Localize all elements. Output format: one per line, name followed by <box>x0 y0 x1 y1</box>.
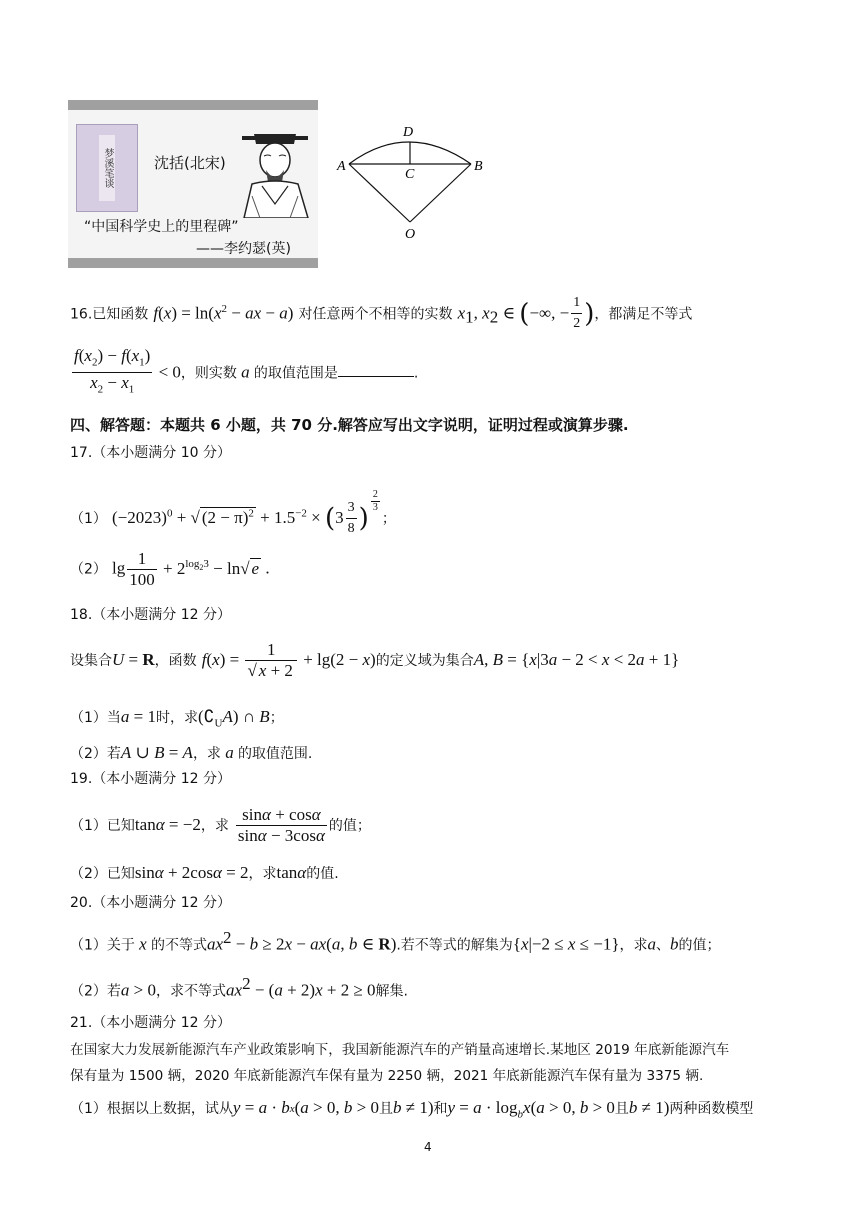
section-4-title: 四、解答题：本题共 6 小题，共 70 分.解答应写出文字说明，证明过程或演算步骤. <box>70 416 629 434</box>
book-title-label: 梦溪笔谈 <box>99 135 115 201</box>
portrait-image <box>234 122 316 218</box>
q20-part2: （2）若a > 0，求不等式$ax^2 - (a + 2)x + 2 \ge 0$解集. <box>70 974 408 1000</box>
arc-diagram <box>335 120 495 244</box>
q21-header: 21.（本小题满分 12 分） <box>70 1015 231 1031</box>
q16-function: f <box>153 303 159 323</box>
q18-stem: 设集合U = R，函数 f(x) = $\frac{1}{√ x + 2}$ + lg(2 − x)的定义域为集合A, B = {x|3a − 2 < x < 2a + 1} <box>70 640 680 680</box>
q17-header: 17.（本小题满分 10 分） <box>70 445 231 461</box>
q17-part2: （2） lg $\frac{1}{100}$ + $2^{log_23} - \ln√$ e . <box>70 548 270 589</box>
q21-part1: （1）根据以上数据，试从$y = a \cdot b^x(a > 0$, b > 0且b ≠ 1)和$y = a \cdot \log_bx(a > 0$, b > 0且b ≠ 1)两种函数模型 <box>70 1098 754 1121</box>
q17-part1: （1） $(-2023)^0$ + √ $(2 - \pi)^2 + 1.5^{-2} \times (3$ $\frac{3}{8}$ ) $^{\frac{2}{3}}$ ； <box>70 488 396 536</box>
q16-number: 16. <box>70 306 93 323</box>
caption-name: 沈括(北宋) <box>154 154 226 172</box>
q17-p2-label: （2） <box>70 561 107 578</box>
label-B: B <box>474 159 483 174</box>
q16-inequality-fraction: $\frac{f(x_2) - f(x_1)}{x_2 - x_1}$ <box>74 346 151 396</box>
q21-paragraph-line2: 保有量为 1500 辆，2020 年底新能源汽车保有量为 2250 辆，2021 年底新能源汽车保有量为 3375 辆. <box>70 1068 704 1084</box>
q20-part1: （1）关于 x 的不等式$ax^2 - b \ge 2x - ax(a$, b ∈ R).若不等式的解集为{x|−2 ≤ x ≤ −1}，求a、b的值； <box>70 928 721 954</box>
q16-text1: 已知函数 <box>92 306 149 323</box>
book-cover-image <box>76 124 138 212</box>
radius-AO <box>349 164 410 222</box>
quote-attribution: ——李约瑟(英) <box>196 241 291 257</box>
q18-part2: （2）若A ∪ B = A，求 a 的取值范围. <box>70 743 313 762</box>
q16-line2: $\frac{f(x_2) - f(x_1)}{x_2 - x_1}$ < 0，则实数 a 的取值范围是 . <box>70 346 800 394</box>
q16-text5: 的取值范围是 <box>253 365 338 382</box>
label-A: A <box>337 159 346 174</box>
label-O: O <box>405 227 416 242</box>
q16-answer-blank <box>338 362 414 377</box>
q20-header: 20.（本小题满分 12 分） <box>70 895 231 911</box>
q17-p1-label: （1） <box>70 511 107 527</box>
figure-panel <box>68 100 318 268</box>
figure-top-rule <box>68 100 318 110</box>
label-C: C <box>405 167 415 182</box>
figure-bottom-rule <box>68 258 318 268</box>
label-D: D <box>403 125 414 140</box>
q21-paragraph-line1: 在国家大力发展新能源汽车产业政策影响下，我国新能源汽车的产销量高速增长.某地区 2019 年底新能源汽车 <box>70 1042 730 1058</box>
q16-text4: ，则实数 <box>180 365 237 382</box>
q16-line1: 16.已知函数 $f(x) = \ln(x^2$ − ax − a) 对任意两个不相等的实数 $x_1$, $x_2$ ∈ (−∞, − $\frac{1}{2}$ )，都满足不等式 <box>70 295 693 332</box>
radius-BO <box>410 164 471 222</box>
q16-text3: ，都满足不等式 <box>594 306 693 323</box>
q19-part1: （1）已知tanα = −2，求 $\frac{\sin\alpha + \cos\alpha}{\sin\alpha - 3\cos\alpha}$ 的值； <box>70 805 371 845</box>
q19-part2: （2）已知sinα + 2cosα = 2，求tanα的值. <box>70 863 339 882</box>
q16-text2: 对任意两个不相等的实数 <box>298 306 453 323</box>
page-number: 4 <box>424 1140 432 1154</box>
q18-header: 18.（本小题满分 12 分） <box>70 607 231 623</box>
q19-header: 19.（本小题满分 12 分） <box>70 771 231 787</box>
quote-text: “中国科学史上的里程碑” <box>84 219 239 235</box>
q18-part1: （1）当a = 1时，求$(∁_UA)$ ∩ B； <box>70 707 284 730</box>
